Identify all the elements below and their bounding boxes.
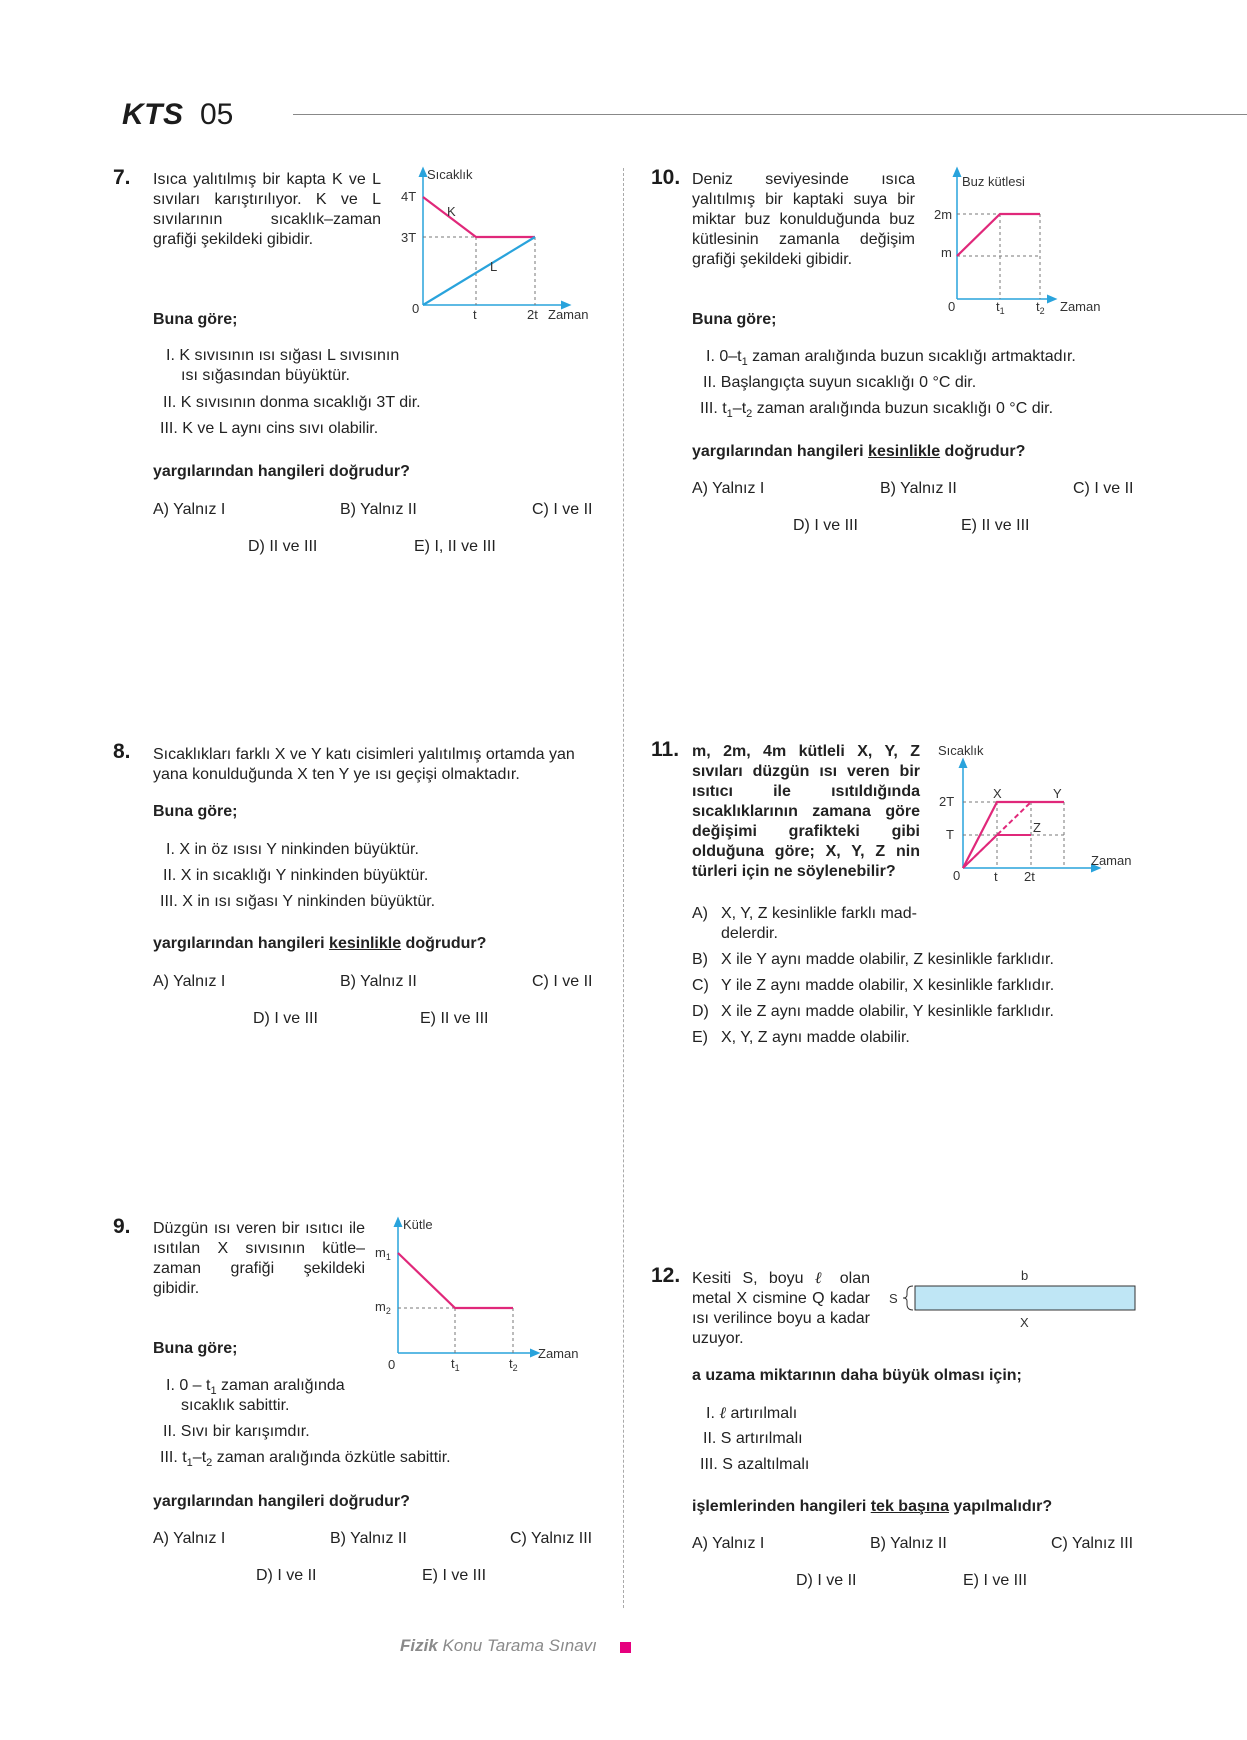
q9-option-d[interactable]: D) I ve II xyxy=(256,1567,317,1584)
q11-label-z: Z xyxy=(1033,820,1041,835)
q11-graph xyxy=(935,740,1140,885)
q11-option-d-letter[interactable]: D) xyxy=(692,1003,709,1020)
q8-option-c[interactable]: C) I ve II xyxy=(532,973,593,990)
q11-tick-2t-x: 2t xyxy=(1024,869,1035,884)
q11-label-y: Y xyxy=(1053,786,1062,801)
q10-option-a[interactable]: A) Yalnız I xyxy=(692,480,765,497)
q11-tick-0: 0 xyxy=(953,868,961,883)
footer-square-icon xyxy=(620,1642,631,1653)
q10-option-d[interactable]: D) I ve III xyxy=(793,517,858,534)
q9-graph xyxy=(370,1215,595,1375)
q7-option-a[interactable]: A) Yalnız I xyxy=(153,501,226,518)
series-label: KTS xyxy=(122,98,184,131)
q12-item-1: I. ℓ artırılmalı xyxy=(706,1403,798,1422)
q12-rod xyxy=(915,1286,1135,1310)
q9-item-1a: I. $0 - t_1$ zaman aralığında xyxy=(166,1377,345,1398)
q9-lead: Buna göre; xyxy=(153,1340,238,1357)
q7-tick-3t: 3T xyxy=(401,230,417,245)
q10-ylabel: Buz kütlesi xyxy=(962,174,1025,189)
q10-curve xyxy=(957,214,1040,256)
q11-ylabel: Sıcaklık xyxy=(938,743,984,758)
q10-number: 10. xyxy=(651,166,681,189)
q10-tick-t2: $t_2$ xyxy=(1036,299,1045,316)
q7-label-l: L xyxy=(490,259,498,274)
q11-option-e-letter[interactable]: E) xyxy=(692,1029,708,1046)
q7-tick-4t: 4T xyxy=(401,189,417,204)
q8-item-3: III. X in ısı sığası Y ninkinden büyüktür. xyxy=(160,893,436,910)
q10-item-2: II. Başlangıçta suyun sıcaklığı 0 °C dir. xyxy=(703,374,977,391)
q7-item-2: II. K sıvısının donma sıcaklığı 3T dir. xyxy=(163,394,421,411)
q7-item-3: III. K ve L aynı cins sıvı olabilir. xyxy=(160,420,379,437)
q11-tick-t: T xyxy=(946,827,954,842)
test-number: 05 xyxy=(200,98,234,131)
q9-curve xyxy=(398,1253,513,1308)
q7-option-d[interactable]: D) II ve III xyxy=(248,538,318,555)
q9-question: yargılarından hangileri doğrudur? xyxy=(153,1493,410,1510)
q9-item-3: III. $t_1-t_2$ zaman aralığında özkütle sabittir. xyxy=(160,1449,451,1470)
q11-label-x: X xyxy=(993,786,1002,801)
q10-option-e[interactable]: E) II ve III xyxy=(961,517,1030,534)
q9-item-2: II. Sıvı bir karışımdır. xyxy=(163,1423,310,1440)
q8-question: yargılarından hangileri kesinlikle doğrudur? xyxy=(153,935,487,952)
q10-item-3: III. $t_1-t_2$ zaman aralığında buzun sıcaklığı 0 °C dir. xyxy=(700,400,1054,421)
q12-option-d[interactable]: D) I ve II xyxy=(796,1572,857,1589)
q10-option-b[interactable]: B) Yalnız II xyxy=(880,480,957,497)
q10-question: yargılarından hangileri kesinlikle doğrudur? xyxy=(692,443,1026,460)
q10-option-c[interactable]: C) I ve II xyxy=(1073,480,1134,497)
q10-xlabel: Zaman xyxy=(1060,299,1101,314)
q11-xlabel: Zaman xyxy=(1091,853,1132,868)
q11-option-d[interactable]: X ile Z aynı madde olabilir, Y kesinlikle farklıdır. xyxy=(721,1003,1054,1020)
q8-number: 8. xyxy=(113,740,131,763)
q11-option-a-letter[interactable]: A) xyxy=(692,905,708,922)
q9-option-b[interactable]: B) Yalnız II xyxy=(330,1530,407,1547)
q12-condition: a uzama miktarının daha büyük olması için; xyxy=(692,1367,1022,1384)
q10-stem: Deniz seviyesinde ısıca yalıtılmış bir kaptaki suya bir miktar buz konulduğunda buz kütlesinin zamanla değişim grafiği şekildeki gibidir. xyxy=(692,171,915,268)
q11-option-b[interactable]: X ile Y aynı madde olabilir, Z kesinlikle farklıdır. xyxy=(721,951,1054,968)
q9-tick-t1: $t_1$ xyxy=(451,1356,460,1373)
q11-option-e[interactable]: X, Y, Z aynı madde olabilir. xyxy=(721,1029,910,1046)
q9-stem: Düzgün ısı veren bir ısıtıcı ile ısıtılan X sıvısının kütle–zaman grafiği şekildeki gibidir. xyxy=(153,1220,365,1297)
q9-option-c[interactable]: C) Yalnız III xyxy=(510,1530,593,1547)
q8-option-b[interactable]: B) Yalnız II xyxy=(340,973,417,990)
q11-tick-t-x: t xyxy=(994,869,998,884)
q12-brace xyxy=(903,1286,913,1310)
q9-tick-m2: $m_2$ xyxy=(375,1299,391,1316)
q11-stem: m, 2m, 4m kütleli X, Y, Z sıvıları düzgün ısı veren bir ısıtıcı ile ısıtıldığında sıcaklıklarının zamana göre değişimi grafikteki gibi olduğuna göre; X, Y, Z nin türleri için ne söylenebilir? xyxy=(692,743,920,880)
q7-tick-2t: 2t xyxy=(527,307,538,322)
q7-xlabel: Zaman xyxy=(548,307,589,322)
column-divider xyxy=(623,168,624,1608)
q7-item-1b: ısı sığasından büyüktür. xyxy=(181,367,350,384)
q7-curve-k xyxy=(423,197,535,237)
q7-option-c[interactable]: C) I ve II xyxy=(532,501,593,518)
q8-item-2: II. X in sıcaklığı Y ninkinden büyüktür. xyxy=(163,867,429,884)
q8-option-e[interactable]: E) II ve III xyxy=(420,1010,489,1027)
q12-option-e[interactable]: E) I ve III xyxy=(963,1572,1028,1589)
q8-item-1: I. X in öz ısısı Y ninkinden büyüktür. xyxy=(166,841,419,858)
q9-item-1b: sıcaklık sabittir. xyxy=(181,1397,290,1414)
q12-label-x: X xyxy=(1020,1315,1029,1330)
q12-label-b: b xyxy=(1021,1268,1029,1283)
q11-tick-2t: 2T xyxy=(939,794,955,809)
q8-lead: Buna göre; xyxy=(153,803,238,820)
q12-label-s: S xyxy=(889,1291,898,1306)
q7-curve-l xyxy=(423,237,535,305)
q9-tick-t2: $t_2$ xyxy=(509,1356,518,1373)
q12-item-3: III. S azaltılmalı xyxy=(700,1456,810,1473)
q7-option-b[interactable]: B) Yalnız II xyxy=(340,501,417,518)
q7-tick-0: 0 xyxy=(412,301,420,316)
q9-number: 9. xyxy=(113,1215,131,1238)
q7-item-1a: I. K sıvısının ısı sığası L sıvısının xyxy=(166,347,400,364)
q10-tick-0: 0 xyxy=(948,299,956,314)
q10-tick-2m: 2m xyxy=(934,207,953,222)
q12-option-a[interactable]: A) Yalnız I xyxy=(692,1535,765,1552)
q9-xlabel: Zaman xyxy=(538,1346,579,1361)
q9-tick-0: 0 xyxy=(388,1357,396,1372)
q7-tick-t: t xyxy=(473,307,477,322)
q7-question: yargılarından hangileri doğrudur? xyxy=(153,463,410,480)
q9-option-a[interactable]: A) Yalnız I xyxy=(153,1530,226,1547)
q12-item-2: II. S artırılmalı xyxy=(703,1430,803,1447)
q9-ylabel: Kütle xyxy=(403,1217,433,1232)
q11-option-c-letter[interactable]: C) xyxy=(692,977,709,994)
q10-item-1: I. $0-t_1$ zaman aralığında buzun sıcaklığı artmaktadır. xyxy=(706,348,1076,369)
q10-tick-m: m xyxy=(941,245,952,260)
q12-option-c[interactable]: C) Yalnız III xyxy=(1051,1535,1134,1552)
q7-option-e[interactable]: E) I, II ve III xyxy=(414,538,496,555)
q7-lead: Buna göre; xyxy=(153,311,238,328)
q8-option-a[interactable]: A) Yalnız I xyxy=(153,973,226,990)
q8-stem: Sıcaklıkları farklı X ve Y katı cisimleri yalıtılmış ortamda yan yana konulduğunda X ten Y ye ısı geçişi olmaktadır. xyxy=(153,746,575,783)
q12-option-b[interactable]: B) Yalnız II xyxy=(870,1535,947,1552)
q8-option-d[interactable]: D) I ve III xyxy=(253,1010,318,1027)
q7-label-k: K xyxy=(447,204,456,219)
q9-option-e[interactable]: E) I ve III xyxy=(422,1567,487,1584)
q10-tick-t1: $t_1$ xyxy=(996,299,1005,316)
q12-stem: Kesiti S, boyu ℓ olan metal X cismine Q kadar ısı verilince boyu a kadar uzuyor. xyxy=(692,1268,871,1347)
footer-title: Fizik Konu Tarama Sınavı xyxy=(400,1636,597,1655)
q10-lead: Buna göre; xyxy=(692,311,777,328)
q7-graph xyxy=(395,165,605,325)
q12-figure xyxy=(880,1265,1140,1335)
q12-number: 12. xyxy=(651,1264,681,1287)
q11-option-b-letter[interactable]: B) xyxy=(692,951,708,968)
q12-question: işlemlerinden hangileri tek başına yapılmalıdır? xyxy=(692,1498,1053,1515)
q7-stem: Isıca yalıtılmış bir kapta K ve L sıvıları karıştırılıyor. K ve L sıvılarının sıcaklık–zaman grafiği şekildeki gibidir. xyxy=(153,171,381,248)
q11-option-a-line1[interactable]: X, Y, Z kesinlikle farklı mad- xyxy=(721,905,917,922)
q9-tick-m1: $m_1$ xyxy=(375,1245,391,1262)
q7-ylabel: Sıcaklık xyxy=(427,167,473,182)
header-rule xyxy=(293,114,1247,115)
q11-number: 11. xyxy=(651,738,680,761)
q11-option-a-line2[interactable]: delerdir. xyxy=(721,925,778,942)
q10-graph xyxy=(925,165,1105,325)
q11-option-c[interactable]: Y ile Z aynı madde olabilir, X kesinlikle farklıdır. xyxy=(721,977,1055,994)
q7-number: 7. xyxy=(113,166,131,189)
